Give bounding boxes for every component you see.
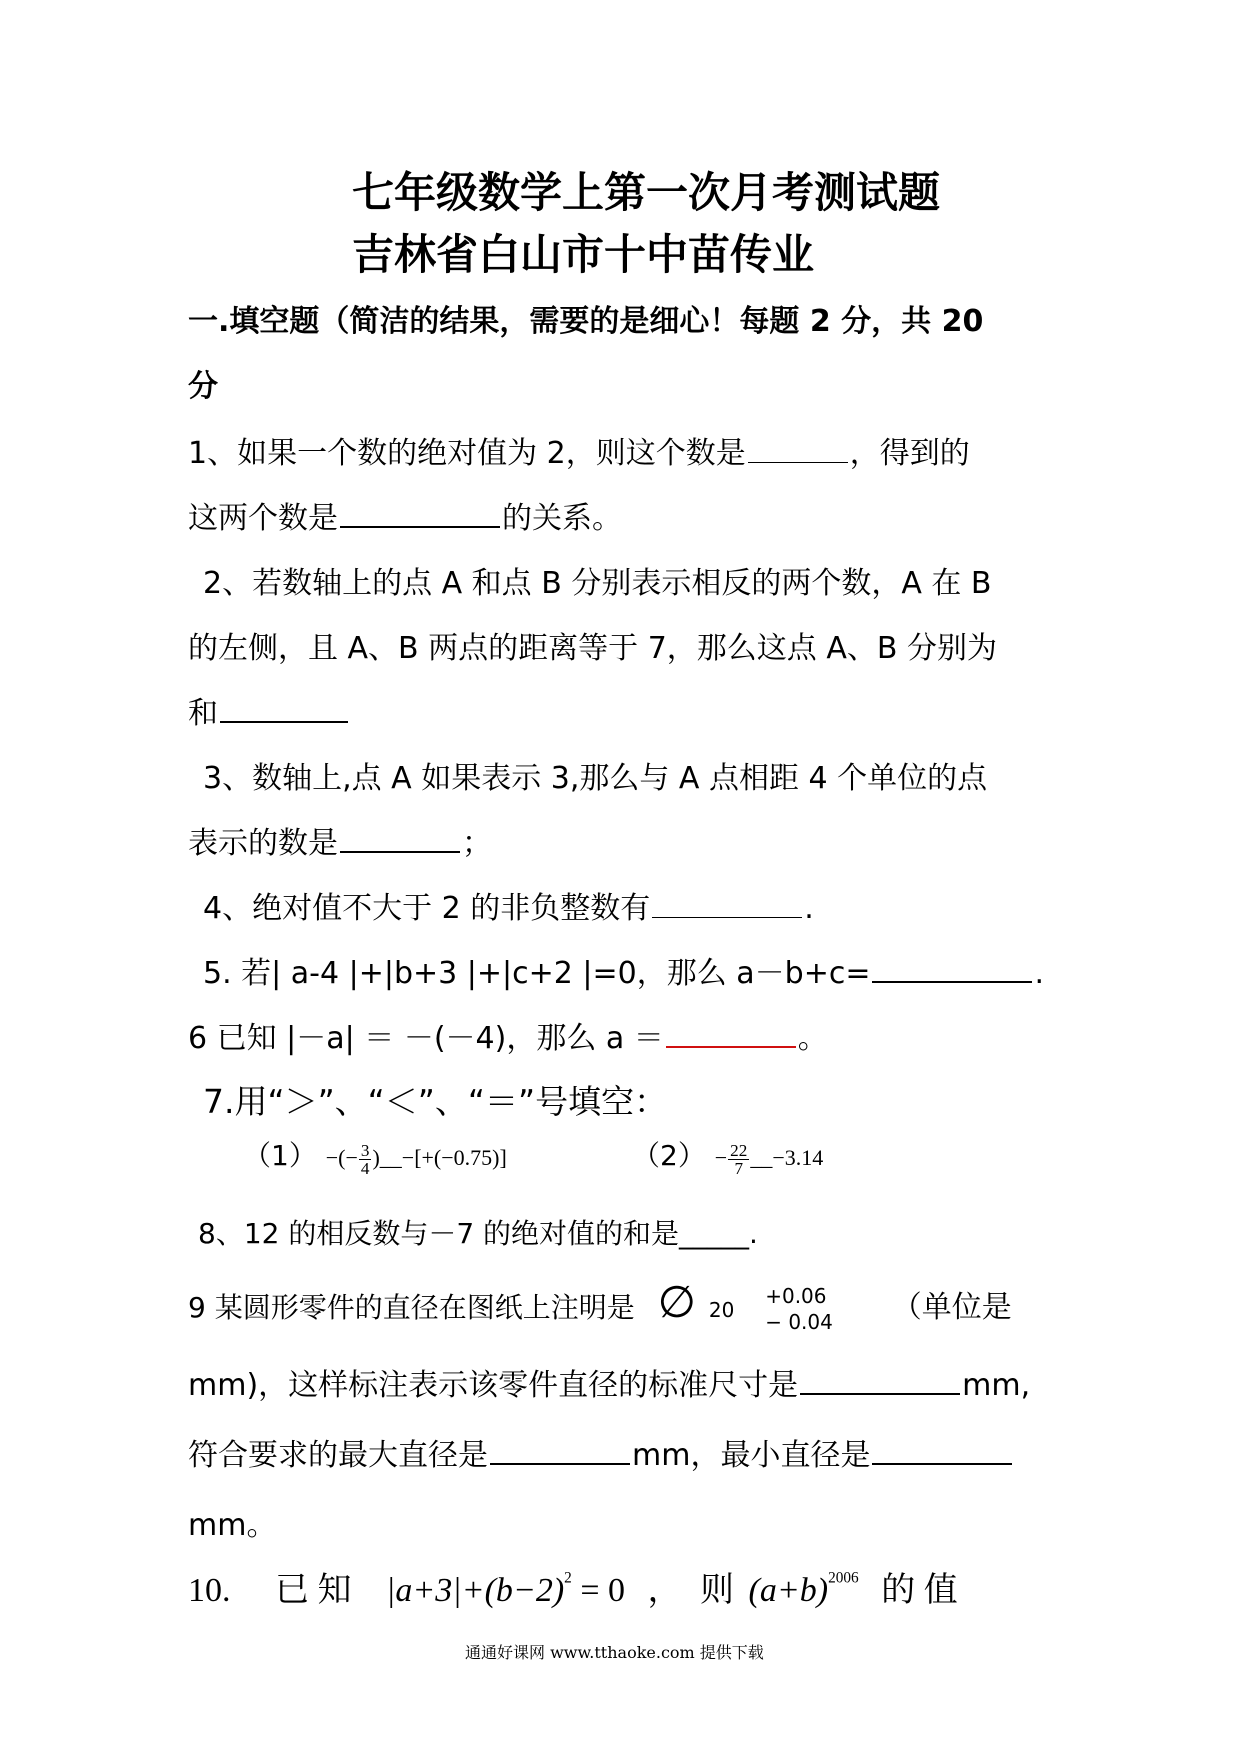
- q6-blank[interactable]: [666, 1045, 796, 1048]
- q7-part-1: [243, 1134, 507, 1178]
- q2-blank[interactable]: [220, 720, 348, 723]
- q7-p1-expr: [325, 1141, 507, 1179]
- q7-p1-lead: −(−: [325, 1145, 358, 1170]
- q7-p1-den: 4: [360, 1159, 370, 1179]
- question-3-line1: 3、数轴上,点 A 如果表示 3,那么与 A 点相距 4 个单位的点: [203, 761, 988, 796]
- q9-text-c: mm)，这样标注表示该零件直径的标准尺寸是: [188, 1368, 799, 1403]
- q7-p1-tail: [+(−0.75)]: [414, 1145, 507, 1170]
- q7-p2-tail: __−3.14: [750, 1145, 824, 1170]
- question-2-line3: [188, 688, 350, 732]
- q7-p2-expr: [714, 1141, 824, 1179]
- q1-blank-1[interactable]: [748, 461, 848, 463]
- q7-p2-num: 22: [730, 1141, 748, 1161]
- question-2-line1: 2、若数轴上的点 A 和点 B 分别表示相反的两个数，A 在 B: [203, 566, 992, 601]
- q9-blank-standard[interactable]: [800, 1392, 960, 1395]
- q10-expr: |a+3|+(b−2): [386, 1572, 565, 1609]
- q7-p1-fraction: [359, 1142, 372, 1177]
- q4-blank[interactable]: [652, 916, 802, 918]
- q3-text-a: 表示的数是: [188, 826, 338, 861]
- q6-text-a: 6 已知 |－a| ＝ －(－4)，那么 a ＝: [188, 1021, 664, 1056]
- question-4: [203, 883, 814, 927]
- q10-expr2: (a+b): [748, 1572, 829, 1609]
- q10-power: 2006: [828, 1569, 859, 1587]
- q9-text-f: mm，最小直径是: [632, 1438, 871, 1473]
- q10-square: 2: [564, 1569, 572, 1587]
- q10-comma: ，: [647, 1572, 682, 1609]
- page-title: 七年级数学上第一次月考测试题: [352, 168, 941, 217]
- question-3-line2: [188, 818, 492, 862]
- q5-text-a: 5. 若| a-4 |+|b+3 |+|c+2 |=0，那么 a－b+c=: [203, 956, 871, 991]
- diameter-symbol-icon: ∅: [657, 1277, 696, 1328]
- question-9-line4: mm。: [188, 1508, 277, 1543]
- q5-text-b: .: [1034, 956, 1045, 991]
- q10-known: 已 知: [275, 1572, 352, 1609]
- q9-tol-plus: +0.06: [765, 1284, 827, 1308]
- q10-eq: = 0: [580, 1572, 626, 1609]
- author-line: 吉林省白山市十中苗传业: [352, 230, 815, 279]
- section-heading-line1: 一.填空题（简洁的结果，需要的是细心！每题 2 分，共 20: [188, 304, 984, 339]
- question-1-line1: [188, 428, 970, 472]
- q4-text-a: 4、绝对值不大于 2 的非负整数有: [203, 891, 651, 926]
- question-10: [188, 1562, 958, 1611]
- q7-p1-label: （1）: [243, 1139, 317, 1172]
- question-8: 8、12 的相反数与－7 的绝对值的和是_____.: [198, 1217, 758, 1250]
- q9-tol-minus: − 0.04: [765, 1310, 833, 1334]
- q9-blank-max[interactable]: [490, 1462, 630, 1465]
- q7-part-2: [632, 1134, 823, 1178]
- footer-download-note: 通通好课网 www.tthaoke.com 提供下载: [465, 1643, 764, 1662]
- q9-blank-min[interactable]: [872, 1462, 1012, 1465]
- q10-then: 则: [700, 1572, 735, 1609]
- q3-blank[interactable]: [340, 850, 460, 853]
- q7-p2-lead: −: [714, 1145, 728, 1170]
- q2-text-and: 和: [188, 696, 218, 731]
- q9-text-a: 9 某圆形零件的直径在图纸上注明是: [188, 1291, 635, 1324]
- question-1-line2: [188, 493, 622, 537]
- q7-p2-label: （2）: [632, 1139, 706, 1172]
- q7-p2-den: 7: [734, 1159, 744, 1179]
- question-5: [203, 948, 1044, 992]
- q6-text-b: 。: [797, 1021, 828, 1056]
- q10-tail: 的 值: [881, 1572, 958, 1609]
- q5-blank[interactable]: [872, 980, 1032, 983]
- question-6: [188, 1013, 828, 1057]
- question-9-line2: [188, 1360, 1030, 1404]
- q1-text-c: 这两个数是: [188, 501, 338, 536]
- q4-text-b: .: [804, 891, 814, 926]
- q9-text-b: （单位是: [891, 1290, 1012, 1325]
- q1-text-b: ，得到的: [849, 436, 970, 471]
- q9-tolerance: [765, 1283, 833, 1335]
- question-9-line1: [188, 1273, 1012, 1333]
- q7-p2-fraction: [728, 1142, 749, 1177]
- section-heading-line2: 分: [188, 369, 218, 404]
- q9-text-e: 符合要求的最大直径是: [188, 1438, 488, 1473]
- question-7: 7.用“＞”、“＜”、“＝”号填空：: [203, 1082, 668, 1121]
- q10-num: 10.: [188, 1572, 231, 1609]
- q1-text-d: 的关系。: [502, 501, 622, 536]
- question-9-line3: [188, 1430, 1014, 1474]
- q7-p1-num: 3: [360, 1141, 370, 1161]
- q9-base: 20: [708, 1298, 735, 1322]
- q7-p1-mid: )__−: [372, 1145, 415, 1170]
- question-2-line2: 的左侧，且 A、B 两点的距离等于 7，那么这点 A、B 分别为: [188, 631, 997, 666]
- q9-text-d: mm,: [962, 1368, 1031, 1403]
- q1-blank-2[interactable]: [340, 525, 500, 528]
- q1-text-a: 1、如果一个数的绝对值为 2，则这个数是: [188, 436, 746, 471]
- q3-text-b: ；: [462, 826, 492, 861]
